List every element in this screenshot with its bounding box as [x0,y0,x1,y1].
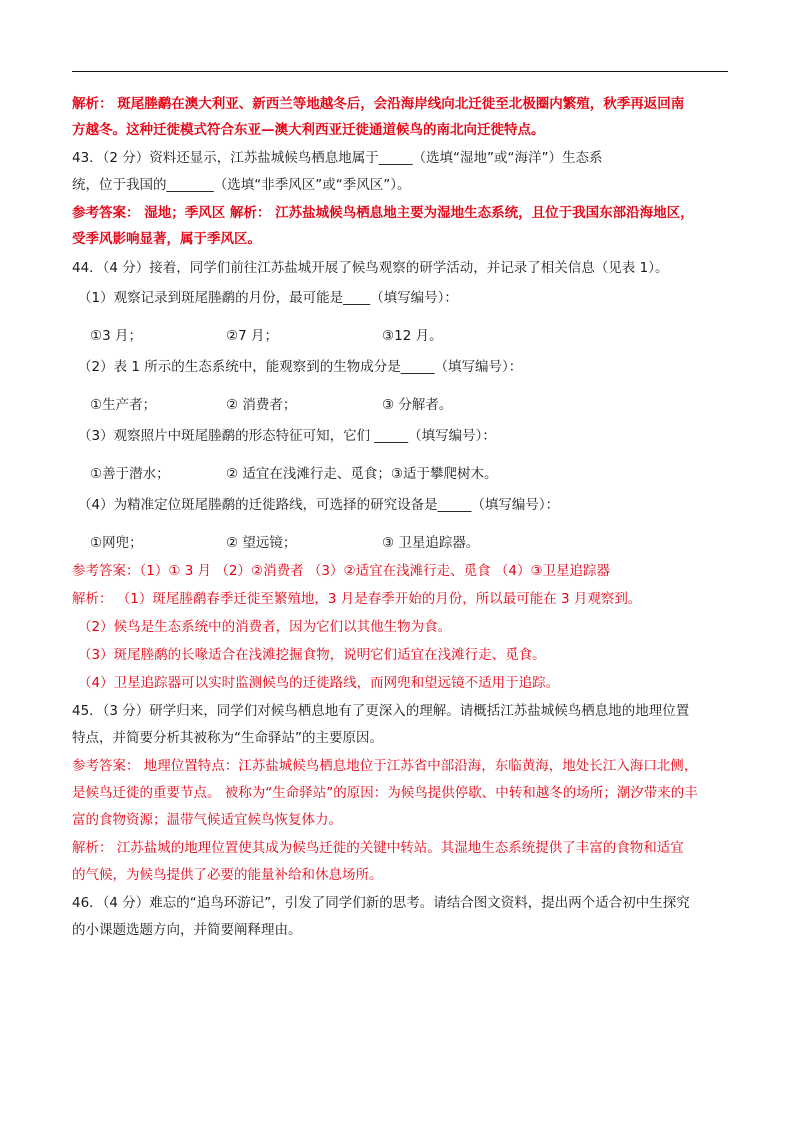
q44-sub3-option-2: ② 适宜在浅滩行走、觅食；③适于攀爬树木。 [226,466,498,482]
q44-sub1-option-2: ②7 月； [226,328,278,344]
q45-answer-line3: 富的食物资源；温带气候适宜候鸟恢复体力。 [72,812,342,828]
q44-sub1-question: （1）观察记录到斑尾塍鹬的月份，最可能是____（填写编号）： [78,290,458,306]
q46-question-line1: 46．（4 分）难忘的“追鸟环游记”，引发了同学们新的思考。请结合图文资料，提出两个适合初中生探究 [72,895,690,911]
q44-sub4-option-2: ② 望远镜； [226,535,297,551]
q42-analysis-line1: 解析： 斑尾塍鹬在澳大利亚、新西兰等地越冬后，会沿海岸线向北迁徙至北极圈内繁殖，秋季再返回南 [72,96,685,112]
q44-sub3-option-1: ①善于潜水； [90,466,170,482]
q44-sub2-option-1: ①生产者； [90,397,157,413]
q44-sub4-option-1: ①网兜； [90,535,143,551]
q44-sub2-option-3: ③ 分解者。 [382,397,453,413]
q44-analysis-1: 解析： （1）斑尾塍鹬春季迁徙至繁殖地，3 月是春季开始的月份，所以最可能在 3 月观察到。 [72,591,642,607]
q44-analysis-3: （3）斑尾塍鹬的长喙适合在浅滩挖掘食物，说明它们适宜在浅滩行走、觅食。 [78,647,546,663]
q44-analysis-4: （4）卫星追踪器可以实时监测候鸟的迁徙路线，而网兜和望远镜不适用于追踪。 [78,675,560,691]
q45-analysis-line1: 解析： 江苏盐城的地理位置使其成为候鸟迁徙的关键中转站。其湿地生态系统提供了丰富的食物和适宜 [72,840,684,856]
q43-answer-line1: 参考答案： 湿地；季风区 解析： 江苏盐城候鸟栖息地主要为湿地生态系统，且位于我国东部沿海地区， [72,205,694,221]
q44-sub4-option-3: ③ 卫星追踪器。 [382,535,480,551]
q43-question-line1: 43．（2 分）资料还显示，江苏盐城候鸟栖息地属于_____（选填“湿地”或“海洋”）生态系 [72,150,603,166]
q43-answer-line2: 受季风影响显著，属于季风区。 [72,231,261,247]
q44-sub1-option-1: ①3 月； [90,328,142,344]
q44-sub2-options [72,395,732,415]
q43-question-line2: 统，位于我国的_______（选填“非季风区”或“季风区”）。 [72,177,411,193]
q44-sub2-question: （2）表 1 所示的生态系统中，能观察到的生物成分是_____（填写编号）： [78,359,523,375]
q45-question-line1: 45．（3 分）研学归来，同学们对候鸟栖息地有了更深入的理解。请概括江苏盐城候鸟栖息地的地理位置 [72,703,690,719]
q45-answer-line2: 是候鸟迁徙的重要节点。 被称为“生命驿站”的原因：为候鸟提供停歇、中转和越冬的场所；潮汐带来的丰 [72,785,698,801]
q44-sub1-options [72,326,732,346]
q45-answer-line1: 参考答案： 地理位置特点：江苏盐城候鸟栖息地位于江苏省中部沿海，东临黄海，地处长江入海口北侧， [72,758,698,774]
page-content [72,94,732,940]
header-rule [72,71,728,72]
q44-answer: 参考答案：（1）① 3 月 （2）②消费者 （3）②适宜在浅滩行走、觅食 （4）③卫星追踪器 [72,563,611,579]
q42-analysis-line2: 方越冬。这种迁徙模式符合东亚—澳大利西亚迁徙通道候鸟的南北向迁徙特点。 [72,122,545,138]
q44-stem: 44．（4 分）接着，同学们前往江苏盐城开展了候鸟观察的研学活动，并记录了相关信息（见表 1）。 [72,260,669,276]
q44-sub4-options [72,533,732,553]
q44-sub3-question: （3）观察照片中斑尾塍鹬的形态特征可知，它们 _____（填写编号）： [78,428,496,444]
q44-sub4-question: （4）为精准定位斑尾塍鹬的迁徙路线，可选择的研究设备是_____（填写编号）： [78,497,560,513]
q44-sub2-option-2: ② 消费者； [226,397,297,413]
q45-analysis-line2: 的气候，为候鸟提供了必要的能量补给和休息场所。 [72,867,383,883]
q44-sub3-options [72,464,732,484]
q45-question-line2: 特点，并简要分析其被称为“生命驿站”的主要原因。 [72,730,383,746]
q44-sub1-option-3: ③12 月。 [382,328,443,344]
q46-question-line2: 的小课题选题方向，并简要阐释理由。 [72,922,302,938]
q44-analysis-2: （2）候鸟是生态系统中的消费者，因为它们以其他生物为食。 [78,619,452,635]
